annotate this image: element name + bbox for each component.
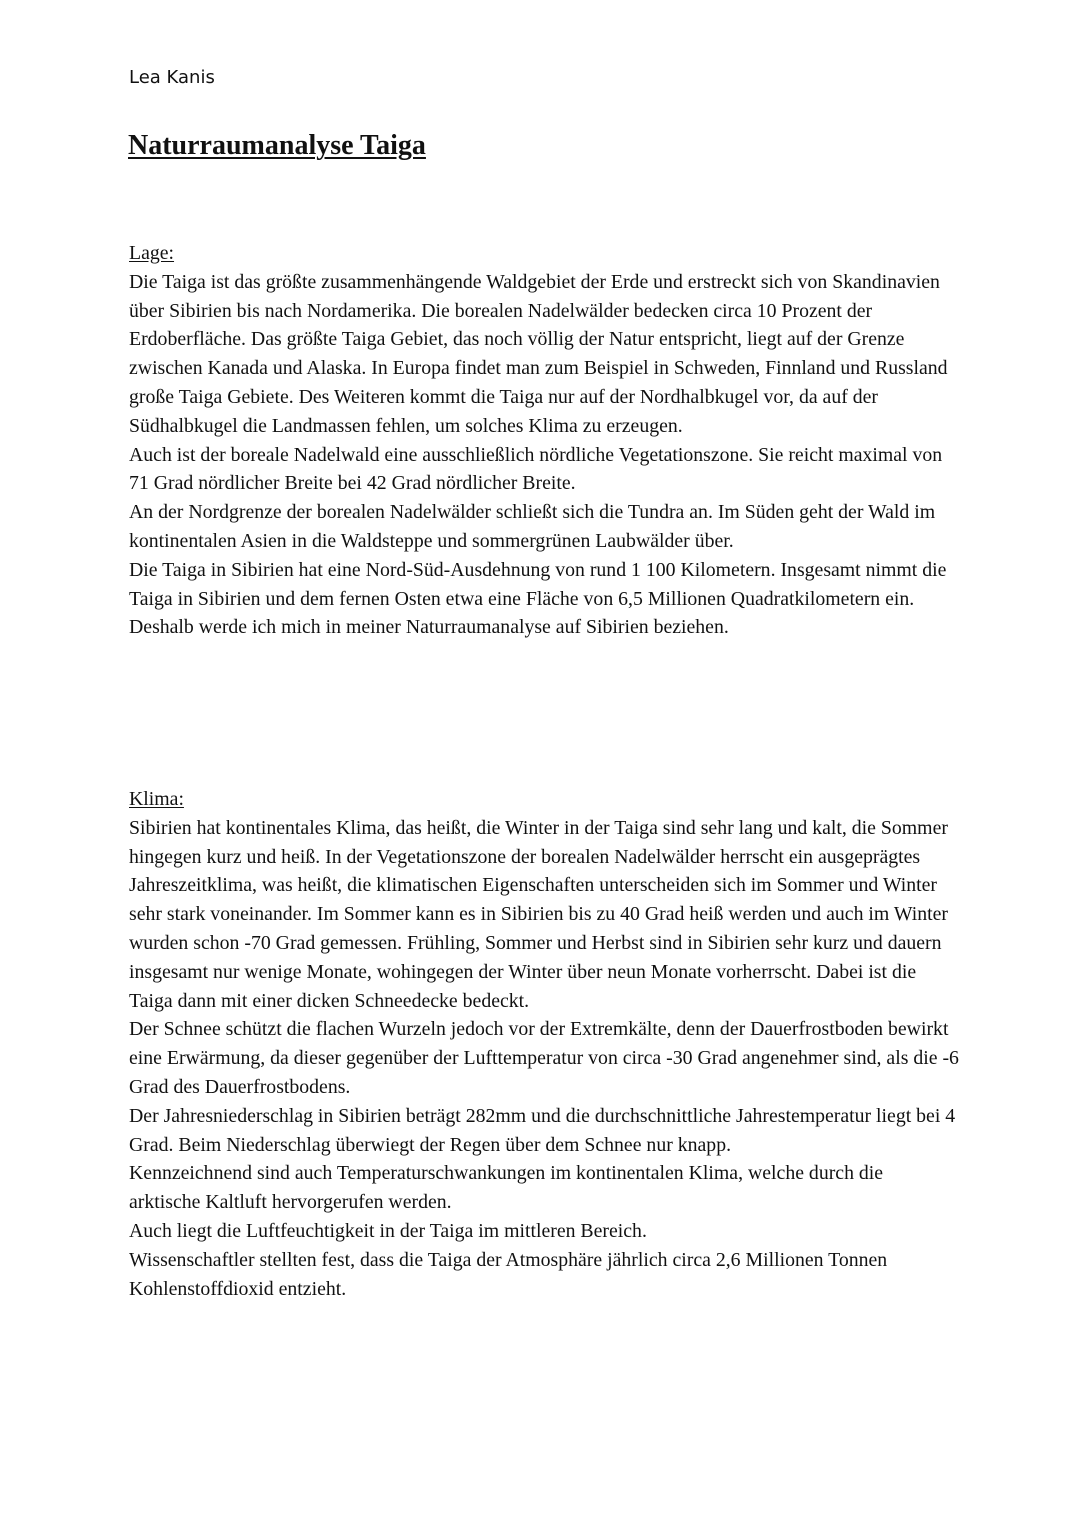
paragraph: Die Taiga in Sibirien hat eine Nord-Süd-Ausdehnung von rund 1 100 Kilometern. Insgesamt nimmt die Taiga in Sibirien und dem fernen Osten etwa eine Fläche von 6,5 Millionen Quadratkilometern ein.: [129, 558, 947, 610]
section-lage: [129, 239, 959, 642]
document-title: Naturraumanalyse Taiga: [128, 130, 426, 161]
paragraph: Die Taiga ist das größte zusammenhängende Waldgebiet der Erde und erstreckt sich von Skandinavien über Sibirien bis nach Nordamerika. Die borealen Nadelwälder bedecken circa 10 Prozent der Erdoberfläche. Das größte Taiga Gebiet, das noch völlig der Natur entspricht, liegt auf der Grenze zwischen Kanada und Alaska. In Europa findet man zum Beispiel in Schweden, Finnland und Russland große Taiga Gebiete. Des Weiteren kommt die Taiga nur auf der Nordhalbkugel vor, da auf der Südhalbkugel die Landmassen fehlen, um solches Klima zu erzeugen.: [129, 270, 948, 437]
section-heading-lage: Lage:: [129, 242, 175, 264]
paragraph: Der Jahresniederschlag in Sibirien beträgt 282mm und die durchschnittliche Jahrestemperatur liegt bei 4 Grad. Beim Niederschlag überwiegt der Regen über dem Schnee nur knapp.: [129, 1104, 956, 1156]
paragraph: An der Nordgrenze der borealen Nadelwälder schließt sich die Tundra an. Im Süden geht der Wald im kontinentalen Asien in die Waldsteppe und sommergrünen Laubwälder über.: [129, 501, 936, 552]
section-klima: [129, 785, 959, 1303]
paragraph: Auch liegt die Luftfeuchtigkeit in der Taiga im mittleren Bereich.: [129, 1219, 647, 1242]
paragraph: Sibirien hat kontinentales Klima, das heißt, die Winter in der Taiga sind sehr lang und kalt, die Sommer hingegen kurz und heiß. In der Vegetationszone der borealen Nadelwälder herrscht ein ausgeprägtes Jahreszeitklima, was heißt, die klimatischen Eigenschaften unterscheiden sich im Sommer und Winter sehr stark voneinander. Im Sommer kann es in Sibirien bis zu 40 Grad heiß werden und auch im Winter wurden schon -70 Grad gemessen. Frühling, Sommer und Herbst sind in Sibirien sehr kurz und dauern insgesamt nur wenige Monate, wohingegen der Winter über neun Monate vorherrscht. Dabei ist die Taiga dann mit einer dicken Schneedecke bedeckt.: [129, 816, 949, 1012]
paragraph: Deshalb werde ich mich in meiner Naturraumanalyse auf Sibirien beziehen.: [129, 616, 729, 639]
paragraph: Auch ist der boreale Nadelwald eine ausschließlich nördliche Vegetationszone. Sie reicht maximal von 71 Grad nördlicher Breite bei 42 Grad nördlicher Breite.: [129, 443, 943, 495]
paragraph: Kennzeichnend sind auch Temperaturschwankungen im kontinentalen Klima, welche durch die arktische Kaltluft hervorgerufen werden.: [129, 1162, 884, 1214]
paragraph: Wissenschaftler stellten fest, dass die Taiga der Atmosphäre jährlich circa 2,6 Millionen Tonnen Kohlenstoffdioxid entzieht.: [129, 1248, 888, 1300]
author-name: Lea Kanis: [129, 67, 215, 88]
section-heading-klima: Klima:: [129, 788, 184, 810]
paragraph: Der Schnee schützt die flachen Wurzeln jedoch vor der Extremkälte, denn der Dauerfrostboden bewirkt eine Erwärmung, da dieser gegenüber der Lufttemperatur von circa -30 Grad angenehmer sind, als die -6 Grad des Dauerfrostbodens.: [129, 1018, 959, 1098]
